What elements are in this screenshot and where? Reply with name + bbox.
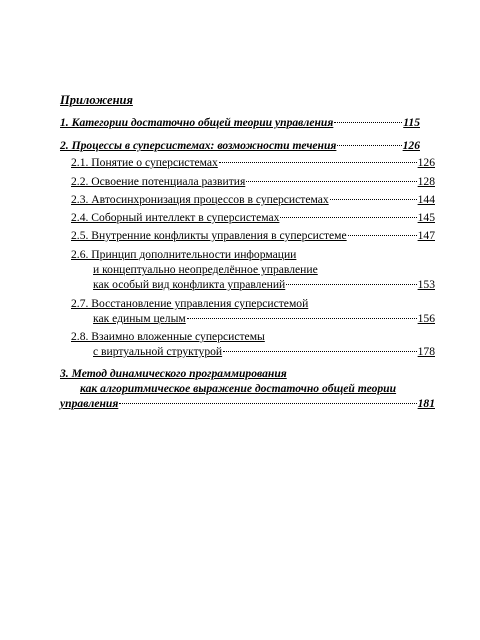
toc-entry-chapter-3[interactable]: [60, 396, 435, 411]
toc-entry-page: 128: [417, 175, 435, 188]
toc-entry-2-8-line-1[interactable]: 2.8. Взаимно вложенные суперсистемы: [71, 330, 265, 343]
toc-entry-page: 126: [417, 156, 435, 169]
toc-entry-page: 178: [417, 345, 435, 358]
toc-entry-2-3[interactable]: [71, 192, 435, 207]
toc-entry-2-1[interactable]: [71, 155, 435, 170]
toc-entry-chapter-3-line-2[interactable]: как алгоритмическое выражение достаточно общей теории: [80, 382, 397, 395]
toc-entry-title: управления: [60, 397, 119, 410]
toc-entry-title: 2. Процессы в суперсистемах: возможности течения: [60, 139, 337, 152]
toc-entry-2-7-line-1[interactable]: 2.7. Восстановление управления суперсистемой: [71, 297, 309, 310]
toc-entry-chapter-2[interactable]: [60, 138, 420, 153]
dot-leader: [187, 318, 417, 319]
dot-leader: [246, 181, 416, 182]
toc-entry-title: 2.5. Внутренние конфликты управления в суперсистеме: [71, 229, 347, 242]
dot-leader: [348, 235, 417, 236]
dot-leader: [280, 217, 416, 218]
toc-entry-2-6[interactable]: [93, 277, 435, 292]
dot-leader: [334, 122, 402, 123]
toc-entry-page: 144: [417, 193, 435, 206]
toc-entry-title: как единым целым: [93, 312, 186, 325]
toc-entry-page: 181: [417, 397, 435, 410]
dot-leader: [330, 199, 417, 200]
toc-entry-2-4[interactable]: [71, 210, 435, 225]
dot-leader: [223, 351, 416, 352]
toc-entry-page: 115: [403, 116, 420, 129]
toc-entry-title: с виртуальной структурой: [93, 345, 223, 358]
toc-entry-2-7[interactable]: [93, 311, 435, 326]
toc-entry-page: 147: [417, 229, 435, 242]
dot-leader: [286, 284, 416, 285]
toc-entry-title: как особый вид конфликта управлений: [93, 278, 286, 291]
toc-entry-2-2[interactable]: [71, 174, 435, 189]
toc-entry-2-6-line-2[interactable]: и концептуально неопределённое управление: [93, 263, 318, 276]
toc-entry-title: 2.3. Автосинхронизация процессов в суперсистемах: [71, 193, 329, 206]
toc-entry-page: 153: [417, 278, 435, 291]
toc-entry-2-8[interactable]: [93, 344, 435, 359]
toc-entry-title: 2.4. Соборный интеллект в суперсистемах: [71, 211, 280, 224]
toc-entry-title: 2.1. Понятие о суперсистемах: [71, 156, 218, 169]
dot-leader: [219, 162, 417, 163]
toc-entry-2-6-line-1[interactable]: 2.6. Принцип дополнительности информации: [71, 248, 297, 261]
appendix-heading: Приложения: [60, 93, 133, 107]
toc-entry-chapter-3-line-1[interactable]: 3. Метод динамического программирования: [60, 367, 287, 380]
toc-entry-2-5[interactable]: [71, 228, 435, 243]
toc-entry-title: 2.2. Освоение потенциала развития: [71, 175, 246, 188]
toc-entry-page: 156: [417, 312, 435, 325]
toc-entry-title: 1. Категории достаточно общей теории управления: [60, 116, 334, 129]
toc-entry-page: 145: [417, 211, 435, 224]
dot-leader: [119, 403, 416, 404]
toc-entry-page: 126: [402, 139, 420, 152]
dot-leader: [337, 145, 401, 146]
toc-entry-chapter-1[interactable]: [60, 115, 420, 130]
